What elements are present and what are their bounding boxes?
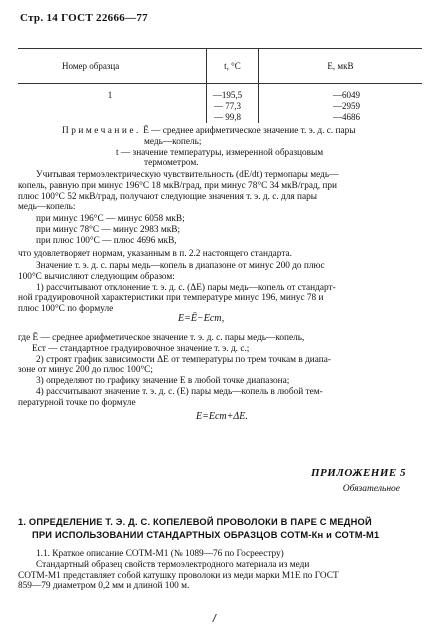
temperature-cell xyxy=(207,84,259,124)
text-line: где Ē — среднее арифметическое значение т. э. д. с. пары медь—копель, xyxy=(18,333,305,343)
note-line: t — значение температуры, измеренной образцовым xyxy=(116,147,324,158)
note-block xyxy=(62,126,418,169)
text-line: медь—копель: xyxy=(18,202,76,213)
text-line: 4) рассчитывают значение т. э. д. с. (E) пары медь—копель в любой тем- xyxy=(36,386,323,397)
column-header-emf: E, мкВ xyxy=(258,49,422,84)
text-line: Учитывая термоэлектрическую чувствительность (dE/dt) термопары медь— xyxy=(36,170,339,180)
text-line: ной градуировочной характеристики при температуре минус 196, минус 78 и xyxy=(18,293,324,304)
emf-value: —4686 xyxy=(333,112,360,122)
emf-values-list xyxy=(36,214,436,246)
emf-cell xyxy=(258,84,422,124)
note-line: медь—копель; xyxy=(144,136,202,147)
text-line: 2) строят график зависимости ΔE от температуры по трем точкам в диапа- xyxy=(36,354,331,365)
text-line: 1) рассчитывают отклонение т. э. д. с. (ΔE) пары медь—копель от стандарт- xyxy=(36,282,336,293)
section-heading xyxy=(18,516,422,542)
text-line: зоне от минус 200 до плюс 100°C; xyxy=(18,365,153,376)
note-line: Ē — среднее арифметическое значение т. э. д. с. пары xyxy=(143,126,356,136)
section-heading-line: ПРИ ИСПОЛЬЗОВАНИИ СТАНДАРТНЫХ ОБРАЗЦОВ СОТМ-Кн и СОТМ-М1 xyxy=(32,530,380,540)
paragraph-conformity xyxy=(18,249,418,260)
text-line: плюс 100°C 52 мкВ/град, получают следующие значения т. э. д. с. для пары xyxy=(18,191,317,202)
paragraph-sensitivity xyxy=(18,170,418,213)
formula-deviation: E=Ē−Eст, xyxy=(178,313,225,324)
paragraph-procedure xyxy=(18,261,418,315)
formula-emf: E=Eст+ΔE. xyxy=(196,411,248,422)
list-item: при минус 196°C — минус 6058 мкВ; xyxy=(36,214,185,224)
text-line: Eст — стандартное градуировочное значение т. э. д. с.; xyxy=(32,343,250,354)
section-heading-line: 1. ОПРЕДЕЛЕНИЕ Т. Э. Д. С. КОПЕЛЕВОЙ ПРОВОЛОКИ В ПАРЕ С МЕДНОЙ xyxy=(18,517,372,527)
text-line: 100°C вычисляют следующим образом: xyxy=(18,271,175,282)
text-line: копель, равную при минус 196°C 18 мкВ/град, при минус 78°C 34 мкВ/град, при xyxy=(18,180,337,191)
list-item: при плюс 100°C — плюс 4696 мкВ, xyxy=(36,235,177,246)
text-line: СОТМ-М1 представляет собой катушку проволоки из меди марки М1Е по ГОСТ xyxy=(18,570,339,581)
appendix-title: ПРИЛОЖЕНИЕ 5 xyxy=(310,467,406,479)
temperature-value: —195,5 xyxy=(212,90,243,100)
page-mark xyxy=(212,614,223,622)
text-line: Значение т. э. д. с. пары медь—копель в диапазоне от минус 200 до плюс xyxy=(36,261,325,271)
sample-number-cell: 1 xyxy=(107,90,113,100)
paragraph-description xyxy=(18,549,418,592)
text-line: 1.1. Краткое описание СОТМ-М1 (№ 1089—76 по Госреестру) xyxy=(36,549,284,559)
appendix-subtitle: Обязательное xyxy=(342,484,400,494)
measurement-table xyxy=(18,48,422,123)
page-header: Стр. 14 ГОСТ 22666—77 xyxy=(20,12,148,24)
text-line: что удовлетворяет нормам, указанным в п. 2.2 настоящего стандарта. xyxy=(18,249,292,259)
text-line: Стандартный образец свойств термоэлектродного материала из меди xyxy=(36,559,310,570)
column-header-sample: Номер образца xyxy=(18,49,207,84)
text-line: плюс 100°C по формуле xyxy=(18,304,114,315)
text-line: 859—79 диаметром 0,2 мм и длиной 100 м. xyxy=(18,581,190,592)
paragraph-steps xyxy=(18,333,418,409)
text-line: 3) определяют по графику значение E в любой точке диапазона; xyxy=(36,376,290,387)
text-line: пературной точке по формуле xyxy=(18,397,136,408)
note-line: термометром. xyxy=(144,158,199,169)
temperature-value: — 77,3 xyxy=(213,101,241,111)
table-row xyxy=(18,84,422,124)
emf-value: —2959 xyxy=(333,101,360,111)
list-item: при минус 78°C — минус 2983 мкВ; xyxy=(36,224,181,235)
emf-value: —6049 xyxy=(333,90,360,100)
column-header-temperature: t, °C xyxy=(207,49,259,84)
temperature-value: — 99,8 xyxy=(213,112,241,122)
table-header-row xyxy=(18,49,422,84)
note-label: Примечание. xyxy=(62,126,141,136)
